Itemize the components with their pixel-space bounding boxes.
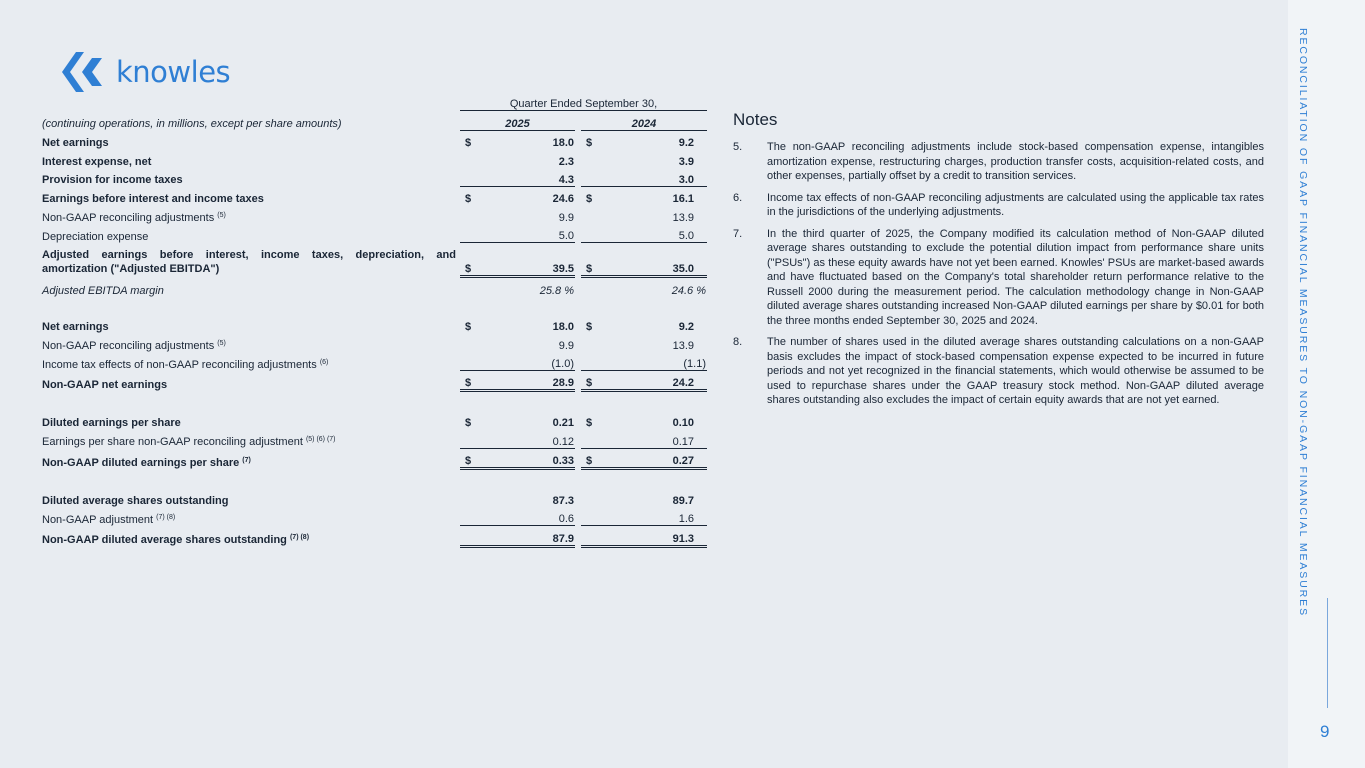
table-row: Earnings before interest and income taxes $ 24.6 $ 16.1: [42, 193, 694, 206]
reconciliation-table: [42, 92, 707, 548]
year-b-header: 2024: [581, 111, 707, 130]
notes-section: [733, 110, 1264, 415]
note-item: 8. The number of shares used in the diluted average shares outstanding calculations on a non-GAAP basis excludes the impact of stock-based compensation expense expected to be incurred in future periods and not yet recognized in the financial statements, which would otherwise be assumed to be used to repurchase shares under the GAAP treasury stock method. Non-GAAP diluted average shares outstanding also excludes the impact of certain equity awards that are not yet earned.: [733, 336, 1264, 406]
table-row: Non-GAAP reconciling adjustments $^{(5)}$ 9.9 13.9: [42, 211, 694, 224]
note-item: 6. Income tax effects of non-GAAP reconciling adjustments are calculated using the applicable tax rates in the jurisdictions of the underlying adjustments.: [733, 191, 1264, 218]
table-row: Adjusted earnings before interest, income taxes, depreciation, and amortization ("Adjusted EBITDA") $ 39.5 $ 35.0: [42, 243, 707, 277]
table-row: Non-GAAP net earnings $ 28.9 $ 24.2: [42, 371, 707, 391]
table-row: Non-GAAP reconciling adjustments $^{(5)}$ 9.9 13.9: [42, 339, 694, 352]
table-row: Net earnings $ 18.0 $ 9.2: [42, 321, 694, 334]
knowles-chevron-icon: [62, 52, 110, 92]
table-row: Depreciation expense 5.0 5.0: [42, 224, 707, 243]
note-item: 5. The non-GAAP reconciling adjustments include stock-based compensation expense, intangibles amortization expense, restructuring charges, production transfer costs, acquisition-related costs, and other expenses, partially offset by a credit to transition services.: [733, 141, 1264, 182]
section-title-vertical: RECONCILIATION OF GAAP FINANCIAL MEASURES TO NON-GAAP FINANCIAL MEASURES: [1297, 28, 1309, 617]
table-row: Income tax effects of non-GAAP reconciling adjustments $^{(6)}$ (1.0) (1.1): [42, 352, 707, 371]
notes-title: Notes: [733, 110, 778, 129]
logo-wordmark: knowles: [116, 54, 231, 89]
units-note: (continuing operations, in millions, except per share amounts): [42, 118, 342, 131]
table-row: Earnings per share non-GAAP reconciling adjustment $^{(5) (6) (7)}$ 0.12 0.17: [42, 429, 707, 448]
note-item: 7. In the third quarter of 2025, the Company modified its calculation method of Non-GAAP diluted average shares outstanding to exclude the potential dilution impact from performance share units ("PSUs") as these equity awards have not yet been earned. Knowles' PSUs are market-based awards and have fluctuated based on the Company's total shareholder return performance relative to the Russell 2000 during the measurement period. The calculation methodology change in Non-GAAP diluted average shares outstanding increased Non-GAAP diluted earnings per share by $0.01 for both the three months ended September 30, 2025 and 2024.: [733, 227, 1264, 327]
table-row: Non-GAAP diluted earnings per share $^{(7)}$ $ 0.33 $ 0.27: [42, 448, 707, 468]
knowles-logo: [62, 52, 230, 92]
table-row: Provision for income taxes 4.3 3.0: [42, 168, 707, 187]
sidebar-divider: [1327, 598, 1328, 708]
year-header-row: [42, 111, 707, 130]
period-header-row: [42, 92, 707, 111]
table-row: Adjusted EBITDA margin 25.8 % 24.6 %: [42, 284, 706, 297]
table-row: Diluted average shares outstanding 87.3 89.7: [42, 494, 694, 507]
table-row: Non-GAAP adjustment $^{(7) (8)}$ 0.6 1.6: [42, 507, 707, 526]
period-header: Quarter Ended September 30,: [460, 92, 707, 111]
page-number: 9: [1320, 722, 1330, 741]
year-a-header: 2025: [460, 111, 575, 130]
table-row: Net earnings $ 18.0 $ 9.2: [42, 137, 694, 150]
table-row: Non-GAAP diluted average shares outstanding $^{(7) (8)}$ 87.9 91.3: [42, 526, 707, 546]
table-row: Interest expense, net 2.3 3.9: [42, 155, 694, 168]
table-row: Diluted earnings per share $ 0.21 $ 0.10: [42, 417, 694, 430]
